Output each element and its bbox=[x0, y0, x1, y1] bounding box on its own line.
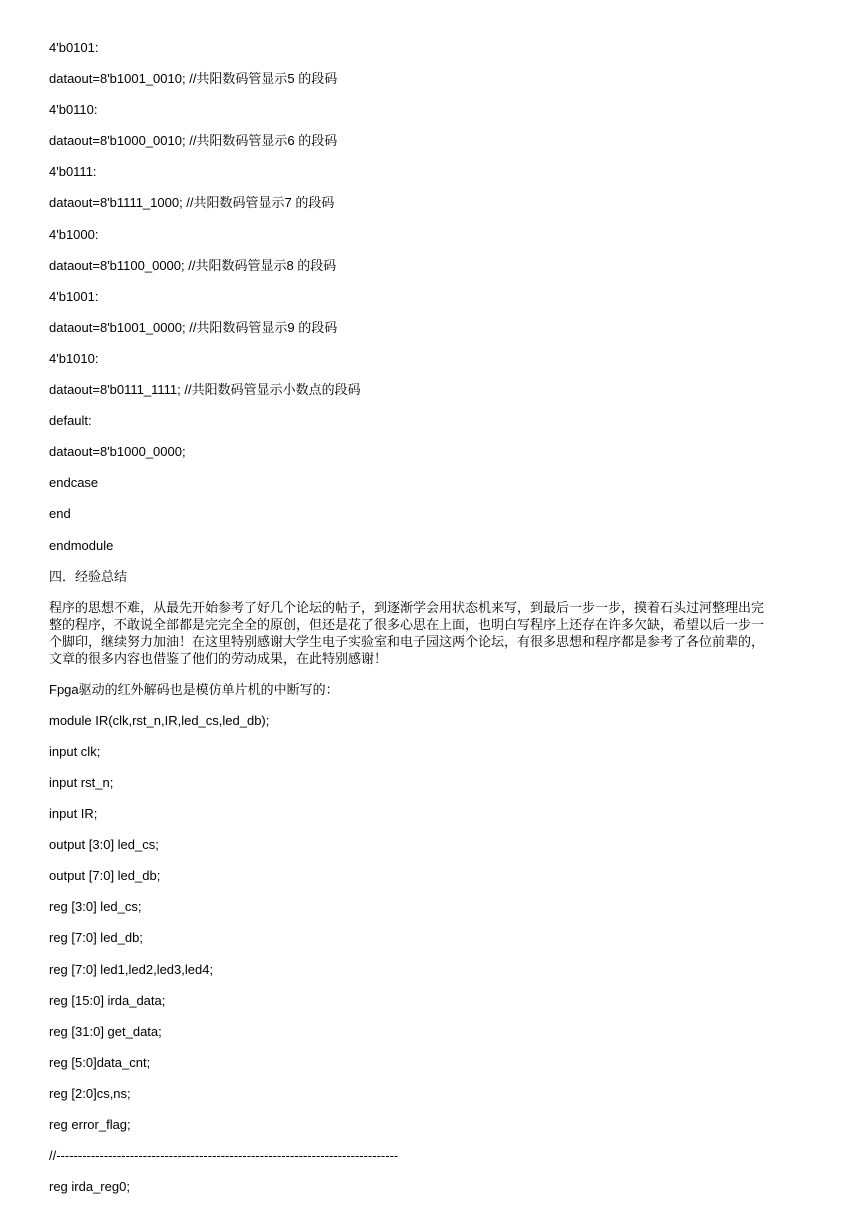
code-line: dataout=8'b1000_0010; //共阳数码管显示6 的段码 bbox=[49, 133, 338, 149]
code-line: reg [7:0] led_db; bbox=[49, 930, 143, 946]
code-line: reg [2:0]cs,ns; bbox=[49, 1085, 131, 1101]
code-line: endmodule bbox=[49, 537, 114, 553]
code-block-bottom bbox=[49, 681, 823, 1196]
code-line: 4'b0110: bbox=[49, 102, 98, 118]
code-line: reg [15:0] irda_data; bbox=[49, 992, 166, 1008]
code-line: input clk; bbox=[49, 743, 101, 759]
code-line: reg [3:0] led_cs; bbox=[49, 899, 142, 915]
code-line: 4'b1000: bbox=[49, 226, 99, 242]
code-line: 4'b0101: bbox=[49, 40, 99, 55]
code-line: dataout=8'b1000_0000; bbox=[49, 444, 186, 460]
code-line: input rst_n; bbox=[49, 774, 114, 790]
code-line: module IR(clk,rst_n,IR,led_cs,led_db); bbox=[49, 712, 270, 728]
code-line: Fpga驱动的红外解码也是模仿单片机的中断写的： bbox=[49, 681, 339, 697]
code-line: reg [31:0] get_data; bbox=[49, 1023, 162, 1039]
code-line: 4'b0111: bbox=[49, 164, 97, 180]
code-line: reg error_flag; bbox=[49, 1117, 131, 1132]
code-line: end bbox=[49, 506, 71, 522]
code-line: //------------------------------------------------------------------------------- bbox=[49, 1148, 399, 1164]
code-line: output [7:0] led_db; bbox=[49, 868, 161, 884]
summary-text-line: 文章的很多内容也借鉴了他们的劳动成果，在此特别感谢！ bbox=[49, 650, 388, 666]
code-block-top bbox=[49, 39, 823, 585]
code-line: 4'b1010: bbox=[49, 350, 99, 366]
code-line: dataout=8'b0111_1111; //共阳数码管显示小数点的段码 bbox=[49, 382, 361, 398]
code-line: dataout=8'b1100_0000; //共阳数码管显示8 的段码 bbox=[49, 257, 337, 273]
code-line: 4'b1001: bbox=[49, 288, 99, 304]
code-line: default: bbox=[49, 413, 92, 429]
summary-text-line: 程序的思想不难，从最先开始参考了好几个论坛的帖子，到逐渐学会用状态机来写，到最后一步一步，摸着石头过河整理出完 bbox=[49, 599, 765, 615]
code-line: dataout=8'b1001_0010; //共阳数码管显示5 的段码 bbox=[49, 71, 338, 87]
code-line: output [3:0] led_cs; bbox=[49, 837, 159, 853]
document-page bbox=[49, 39, 823, 1209]
code-line: input IR; bbox=[49, 806, 98, 822]
code-line: reg [7:0] led1,led2,led3,led4; bbox=[49, 961, 214, 977]
code-line: dataout=8'b1001_0000; //共阳数码管显示9 的段码 bbox=[49, 319, 338, 335]
code-line: reg [5:0]data_cnt; bbox=[49, 1054, 151, 1070]
code-line: endcase bbox=[49, 475, 99, 491]
summary-text-line: 整的程序，不敢说全部都是完完全全的原创，但还是花了很多心思在上面，也明白写程序上还存在许多欠缺，希望以后一步一 bbox=[49, 616, 765, 632]
summary-paragraph bbox=[49, 599, 823, 667]
code-line: reg irda_reg0; bbox=[49, 1179, 130, 1195]
summary-text-line: 个脚印，继续努力加油！在这里特别感谢大学生电子实验室和电子园这两个论坛，有很多思想和程序都是参考了各位前辈的， bbox=[49, 633, 765, 649]
code-line: 四．经验总结 bbox=[49, 568, 128, 584]
code-line: dataout=8'b1111_1000; //共阳数码管显示7 的段码 bbox=[49, 195, 335, 211]
